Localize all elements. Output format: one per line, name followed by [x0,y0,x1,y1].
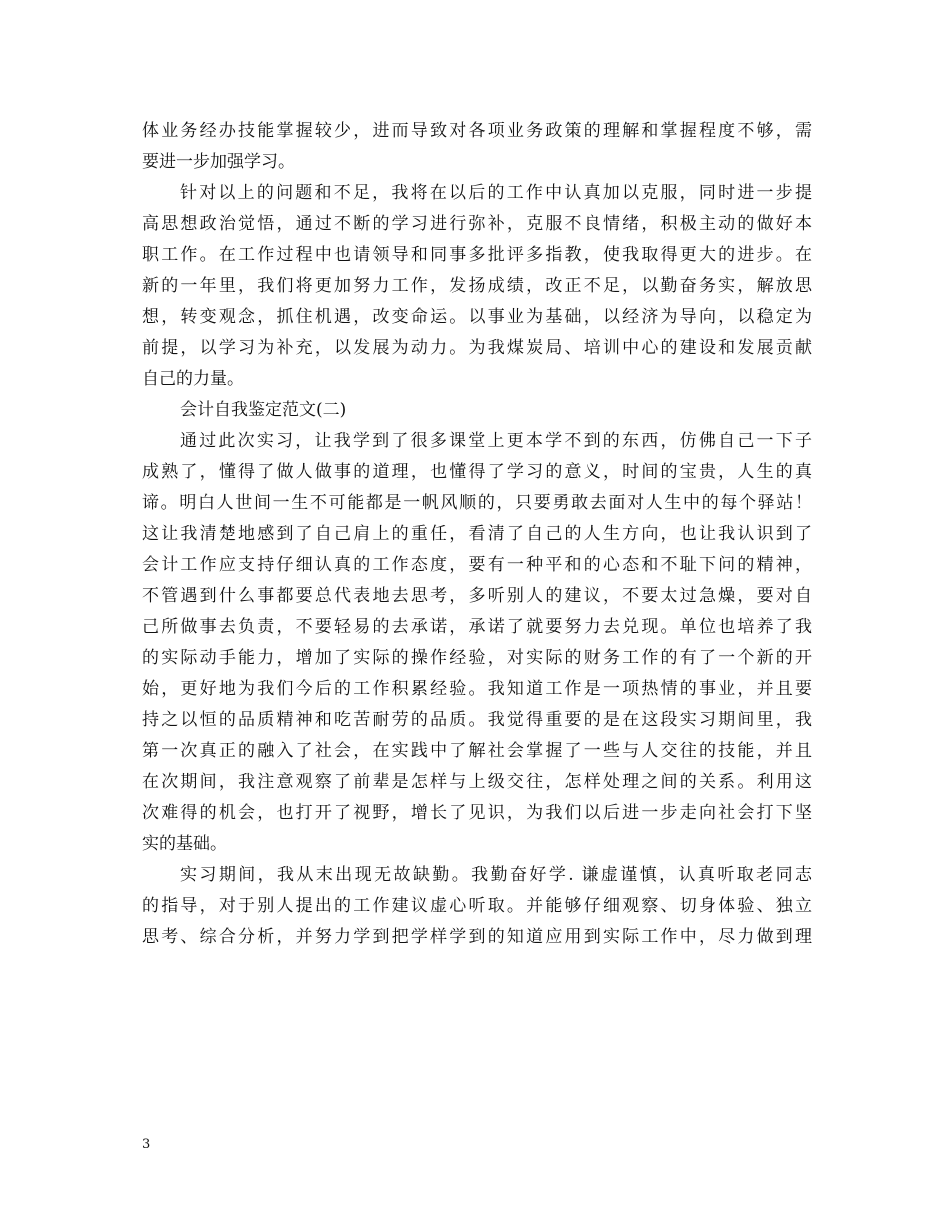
text-line: 这让我清楚地感到了自己肩上的重任，看清了自己的人生方向，也让我认识到了 [142,524,812,544]
text-line: 谛。明白人世间一生不可能都是一帆风顺的，只要勇敢去面对人生中的每个驿站！ [142,493,812,513]
text-line: 实习期间，我从末出现无故缺勤。我勤奋好学. 谦虚谨慎，认真听取老同志 [180,865,812,885]
text-line: 成熟了，懂得了做人做事的道理，也懂得了学习的意义，时间的宝贵，人生的真 [142,462,812,482]
text-line: 自己的力量。 [142,369,244,389]
text-line: 针对以上的问题和不足，我将在以后的工作中认真加以克服，同时进一步提 [180,183,812,203]
text-line: 想，转变观念，抓住机遇，改变命运。以事业为基础，以经济为导向，以稳定为 [142,307,812,327]
text-line: 的实际动手能力，增加了实际的操作经验，对实际的财务工作的有了一个新的开 [142,648,812,668]
text-line: 次难得的机会，也打开了视野，增长了见识，为我们以后进一步走向社会打下坚 [142,803,812,823]
text-line: 的指导，对于别人提出的工作建议虚心听取。并能够仔细观察、切身体验、独立 [142,896,812,916]
page-number: 3 [142,1137,151,1152]
text-line: 第一次真正的融入了社会，在实践中了解社会掌握了一些与人交往的技能，并且 [142,741,812,761]
section-heading: 会计自我鉴定范文(二) [180,400,347,420]
text-line: 新的一年里，我们将更加努力工作，发扬成绩，改正不足，以勤奋务实，解放思 [142,276,812,296]
text-line: 要进一步加强学习。 [142,152,295,172]
text-line: 实的基础。 [142,834,227,854]
text-line: 在次期间，我注意观察了前辈是怎样与上级交往，怎样处理之间的关系。利用这 [142,772,812,792]
text-line: 思考、综合分析，并努力学到把学样学到的知道应用到实际工作中，尽力做到理 [142,927,812,947]
text-line: 始，更好地为我们今后的工作积累经验。我知道工作是一项热情的事业，并且要 [142,679,812,699]
text-line: 前提，以学习为补充，以发展为动力。为我煤炭局、培训中心的建设和发展贡献 [142,338,812,358]
body-text [142,116,812,953]
text-line: 会计工作应支持仔细认真的工作态度，要有一种平和的心态和不耻下问的精神， [142,555,812,575]
text-line: 职工作。在工作过程中也请领导和同事多批评多指教，使我取得更大的进步。在 [142,245,812,265]
text-line: 体业务经办技能掌握较少，进而导致对各项业务政策的理解和掌握程度不够，需 [142,121,812,141]
text-line: 持之以恒的品质精神和吃苦耐劳的品质。我觉得重要的是在这段实习期间里，我 [142,710,812,730]
text-line: 高思想政治觉悟，通过不断的学习进行弥补，克服不良情绪，积极主动的做好本 [142,214,812,234]
text-line: 通过此次实习，让我学到了很多课堂上更本学不到的东西，仿佛自己一下子 [180,431,812,451]
text-line: 不管遇到什么事都要总代表地去思考，多听别人的建议，不要太过急燥，要对自 [142,586,812,606]
text-line: 己所做事去负责，不要轻易的去承诺，承诺了就要努力去兑现。单位也培养了我 [142,617,812,637]
